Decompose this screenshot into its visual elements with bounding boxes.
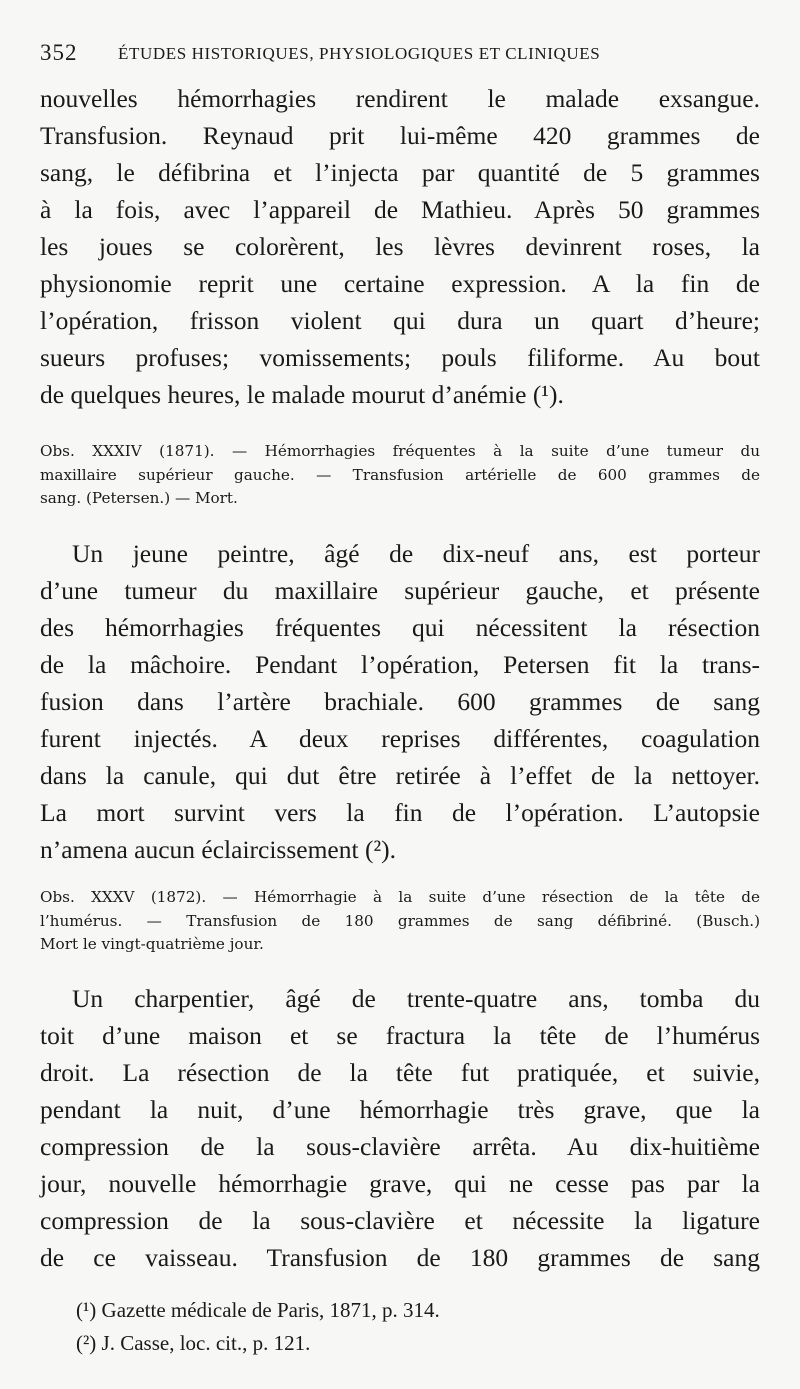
text-line: de ce vaisseau. Transfusion de 180 grammes de sang (40, 1243, 760, 1272)
text-line: physionomie reprit une certaine expression. A la fin de (40, 269, 760, 298)
observation-line: sang. (Petersen.) — Mort. (40, 489, 238, 507)
text-line: nouvelles hémorrhagies rendirent le malade exsangue. (40, 84, 760, 113)
text-line: toit d’une maison et se fractura la tête de l’humérus (40, 1021, 760, 1050)
text-line: dans la canule, qui dut être retirée à l’effet de la nettoyer. (40, 761, 760, 790)
observation-heading-xxxiv (40, 440, 760, 511)
page-number: 352 (40, 40, 78, 65)
observation-line: Mort le vingt-quatrième jour. (40, 935, 264, 953)
text-line: à la fois, avec l’appareil de Mathieu. Après 50 grammes (40, 195, 760, 224)
text-line: sang, le défibrina et l’injecta par quantité de 5 grammes (40, 158, 760, 187)
text-line: droit. La résection de la tête fut pratiquée, et suivie, (40, 1058, 760, 1087)
observation-heading-xxxv (40, 886, 760, 957)
text-line: compression de la sous-clavière et nécessite la ligature (40, 1206, 760, 1235)
paragraph-reynaud-case (40, 80, 760, 413)
running-title: ÉTUDES HISTORIQUES, PHYSIOLOGIQUES ET CLINIQUES (118, 44, 601, 63)
text-line: des hémorrhagies fréquentes qui nécessitent la résection (40, 613, 760, 642)
page-header (40, 40, 760, 70)
text-line: fusion dans l’artère brachiale. 600 grammes de sang (40, 687, 760, 716)
paragraph-busch-case (40, 980, 760, 1276)
observation-line: l’humérus. — Transfusion de 180 grammes de sang défibriné. (Busch.) (40, 911, 760, 930)
footnotes (76, 1294, 676, 1360)
paragraph-petersen-case (40, 535, 760, 868)
text-line: n’amena aucun éclaircissement (²). (40, 835, 396, 864)
text-line: de la mâchoire. Pendant l’opération, Petersen fit la trans- (40, 650, 760, 679)
observation-line: maxillaire supérieur gauche. — Transfusion artérielle de 600 grammes de (40, 465, 760, 484)
text-line: pendant la nuit, d’une hémorrhagie très grave, que la (40, 1095, 760, 1124)
text-line: d’une tumeur du maxillaire supérieur gauche, et présente (40, 576, 760, 605)
observation-line: Obs. XXXV (1872). — Hémorrhagie à la suite d’une résection de la tête de (40, 888, 760, 906)
text-line: Un charpentier, âgé de trente-quatre ans, tomba du (72, 984, 760, 1013)
footnote-2: (²) J. Casse, loc. cit., p. 121. (76, 1331, 311, 1355)
text-line: furent injectés. A deux reprises différentes, coagulation (40, 724, 760, 753)
text-line: La mort survint vers la fin de l’opération. L’autopsie (40, 798, 760, 827)
text-line: les joues se colorèrent, les lèvres devinrent roses, la (40, 232, 760, 261)
text-line: compression de la sous-clavière arrêta. Au dix-huitième (40, 1132, 760, 1161)
text-line: Transfusion. Reynaud prit lui-même 420 grammes de (40, 121, 760, 150)
text-line: l’opération, frisson violent qui dura un quart d’heure; (40, 306, 760, 335)
text-line: jour, nouvelle hémorrhagie grave, qui ne cesse pas par la (40, 1169, 760, 1198)
text-line: sueurs profuses; vomissements; pouls filiforme. Au bout (40, 343, 760, 372)
text-line: Un jeune peintre, âgé de dix-neuf ans, est porteur (72, 539, 760, 568)
text-line: de quelques heures, le malade mourut d’anémie (¹). (40, 380, 564, 409)
footnote-1: (¹) Gazette médicale de Paris, 1871, p. 314. (76, 1298, 440, 1322)
observation-line: Obs. XXXIV (1871). — Hémorrhagies fréquentes à la suite d’une tumeur du (40, 442, 760, 460)
